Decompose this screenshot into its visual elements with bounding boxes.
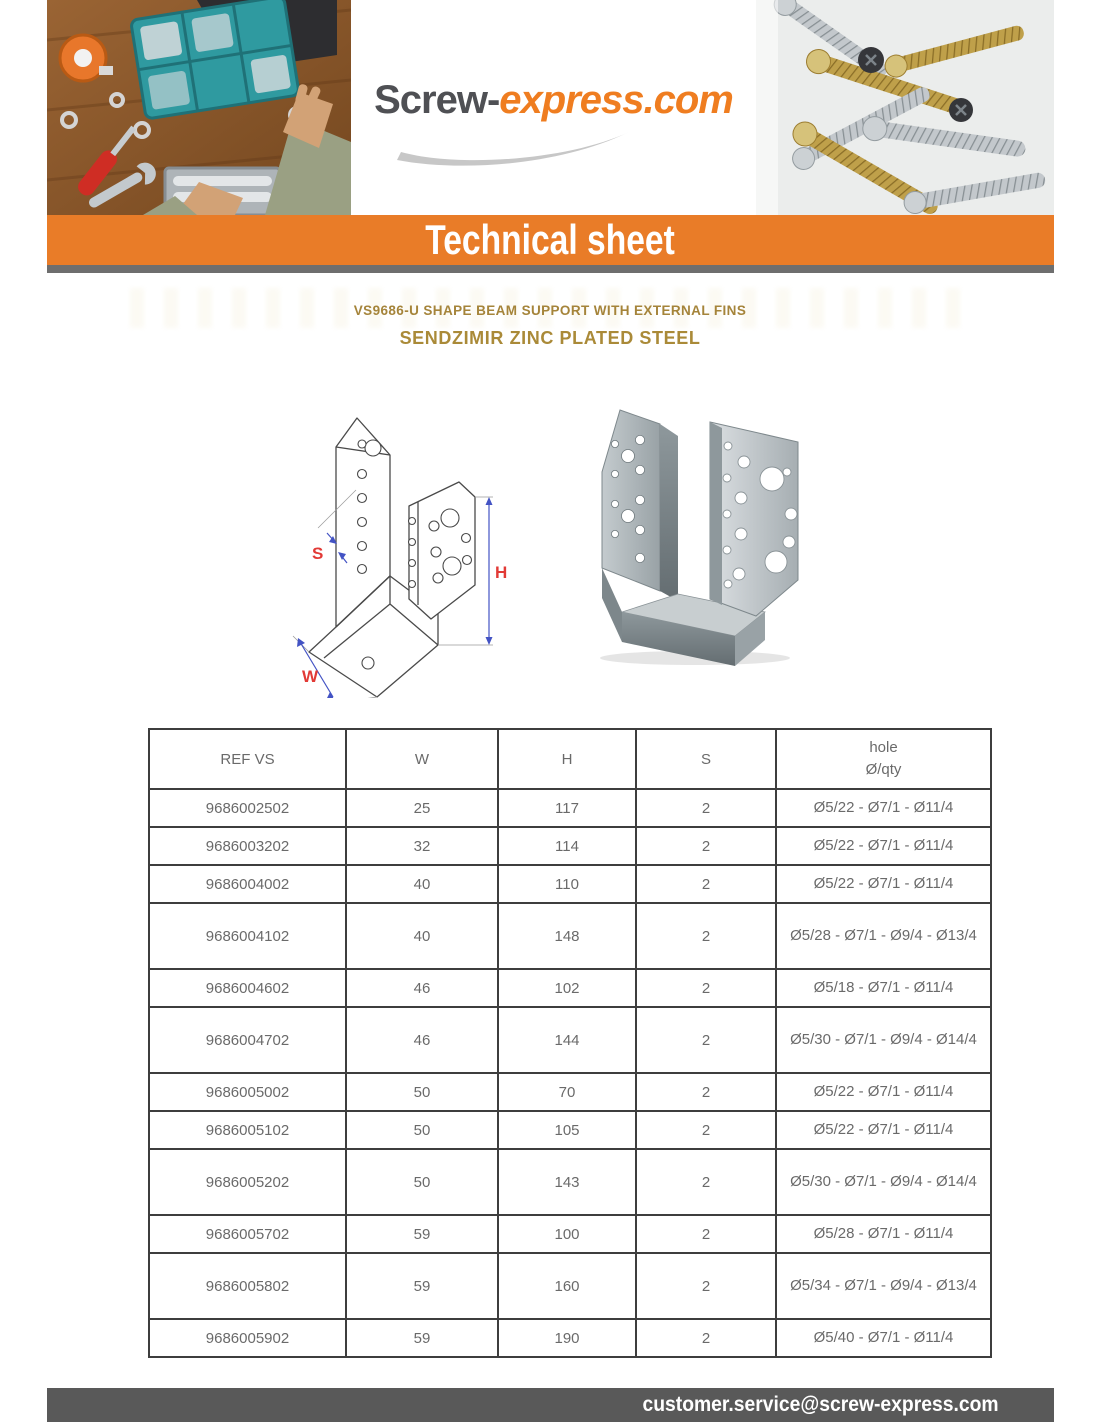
logo-swoosh xyxy=(389,126,719,172)
col-header-ref: REF VS xyxy=(149,729,346,789)
cell-ref: 9686005202 xyxy=(149,1149,346,1215)
cell-w: 50 xyxy=(346,1149,498,1215)
dim-label-h: H xyxy=(495,563,508,582)
table-row xyxy=(149,1111,991,1149)
cell-hole: Ø5/18 - Ø7/1 - Ø11/4 xyxy=(776,969,991,1007)
cell-ref: 9686005702 xyxy=(149,1215,346,1253)
cell-ref: 9686005102 xyxy=(149,1111,346,1149)
technical-drawing xyxy=(278,406,513,698)
table-row xyxy=(149,969,991,1007)
cell-w: 40 xyxy=(346,903,498,969)
cell-s: 2 xyxy=(636,1149,776,1215)
table-row xyxy=(149,1007,991,1073)
col-header-hole-line1: hole xyxy=(869,738,898,756)
cell-h: 114 xyxy=(498,827,636,865)
cell-h: 105 xyxy=(498,1111,636,1149)
cell-s: 2 xyxy=(636,865,776,903)
table-row xyxy=(149,903,991,969)
banner xyxy=(47,215,1054,265)
cell-hole: Ø5/30 - Ø7/1 - Ø9/4 - Ø14/4 xyxy=(776,1007,991,1073)
table-row xyxy=(149,1215,991,1253)
logo xyxy=(351,78,756,123)
cell-s: 2 xyxy=(636,789,776,827)
cell-h: 110 xyxy=(498,865,636,903)
cell-s: 2 xyxy=(636,1319,776,1357)
col-header-w: W xyxy=(346,729,498,789)
cell-h: 102 xyxy=(498,969,636,1007)
cell-w: 50 xyxy=(346,1111,498,1149)
cell-w: 59 xyxy=(346,1215,498,1253)
cell-h: 70 xyxy=(498,1073,636,1111)
logo-zone xyxy=(351,0,756,215)
cell-h: 190 xyxy=(498,1319,636,1357)
cell-s: 2 xyxy=(636,827,776,865)
cell-h: 144 xyxy=(498,1007,636,1073)
banner-divider xyxy=(47,265,1054,273)
cell-hole: Ø5/40 - Ø7/1 - Ø11/4 xyxy=(776,1319,991,1357)
footer-email-link[interactable]: customer.service@screw-express.com xyxy=(642,1393,999,1416)
cell-h: 160 xyxy=(498,1253,636,1319)
cell-w: 59 xyxy=(346,1253,498,1319)
footer-bar xyxy=(47,1388,1054,1422)
cell-s: 2 xyxy=(636,969,776,1007)
cell-w: 46 xyxy=(346,1007,498,1073)
table-row xyxy=(149,827,991,865)
cell-ref: 9686004002 xyxy=(149,865,346,903)
cell-h: 148 xyxy=(498,903,636,969)
header xyxy=(47,0,1054,215)
cell-s: 2 xyxy=(636,1111,776,1149)
cell-hole: Ø5/30 - Ø7/1 - Ø9/4 - Ø14/4 xyxy=(776,1149,991,1215)
table-header-row xyxy=(149,729,991,789)
cell-w: 25 xyxy=(346,789,498,827)
cell-h: 143 xyxy=(498,1149,636,1215)
cell-hole: Ø5/22 - Ø7/1 - Ø11/4 xyxy=(776,789,991,827)
cell-ref: 9686004702 xyxy=(149,1007,346,1073)
cell-ref: 9686004602 xyxy=(149,969,346,1007)
header-photo-screws xyxy=(756,0,1054,215)
cell-hole: Ø5/28 - Ø7/1 - Ø11/4 xyxy=(776,1215,991,1253)
banner-title: Technical sheet xyxy=(425,216,676,263)
dim-label-w: W xyxy=(302,667,319,686)
cell-w: 50 xyxy=(346,1073,498,1111)
product-title-line1: VS9686-U SHAPE BEAM SUPPORT WITH EXTERNAL FINS xyxy=(353,303,747,318)
cell-ref: 9686003202 xyxy=(149,827,346,865)
product-photo xyxy=(560,386,845,666)
col-header-h: H xyxy=(498,729,636,789)
cell-s: 2 xyxy=(636,1253,776,1319)
table-row xyxy=(149,789,991,827)
cell-s: 2 xyxy=(636,1073,776,1111)
cell-w: 46 xyxy=(346,969,498,1007)
cell-ref: 9686005802 xyxy=(149,1253,346,1319)
product-title-line2: SENDZIMIR ZINC PLATED STEEL xyxy=(399,328,701,348)
spec-table xyxy=(148,728,992,1358)
logo-part1: Screw- xyxy=(374,78,500,122)
col-header-hole xyxy=(776,729,991,789)
cell-ref: 9686005902 xyxy=(149,1319,346,1357)
cell-ref: 9686002502 xyxy=(149,789,346,827)
cell-hole: Ø5/22 - Ø7/1 - Ø11/4 xyxy=(776,827,991,865)
dim-label-s: S xyxy=(312,544,324,563)
cell-h: 117 xyxy=(498,789,636,827)
cell-s: 2 xyxy=(636,1215,776,1253)
table-row xyxy=(149,865,991,903)
cell-hole: Ø5/22 - Ø7/1 - Ø11/4 xyxy=(776,1073,991,1111)
cell-w: 40 xyxy=(346,865,498,903)
header-photo-workbench xyxy=(47,0,351,215)
table-row xyxy=(149,1073,991,1111)
cell-hole: Ø5/22 - Ø7/1 - Ø11/4 xyxy=(776,865,991,903)
cell-hole: Ø5/34 - Ø7/1 - Ø9/4 - Ø13/4 xyxy=(776,1253,991,1319)
table-row xyxy=(149,1253,991,1319)
cell-hole: Ø5/28 - Ø7/1 - Ø9/4 - Ø13/4 xyxy=(776,903,991,969)
cell-ref: 9686004102 xyxy=(149,903,346,969)
logo-part2: express.com xyxy=(499,78,733,122)
cell-s: 2 xyxy=(636,903,776,969)
cell-w: 32 xyxy=(346,827,498,865)
col-header-hole-line2: Ø/qty xyxy=(865,761,902,778)
cell-h: 100 xyxy=(498,1215,636,1253)
cell-s: 2 xyxy=(636,1007,776,1073)
table-row xyxy=(149,1319,991,1357)
table-row xyxy=(149,1149,991,1215)
col-header-s: S xyxy=(636,729,776,789)
cell-ref: 9686005002 xyxy=(149,1073,346,1111)
cell-w: 59 xyxy=(346,1319,498,1357)
cell-hole: Ø5/22 - Ø7/1 - Ø11/4 xyxy=(776,1111,991,1149)
